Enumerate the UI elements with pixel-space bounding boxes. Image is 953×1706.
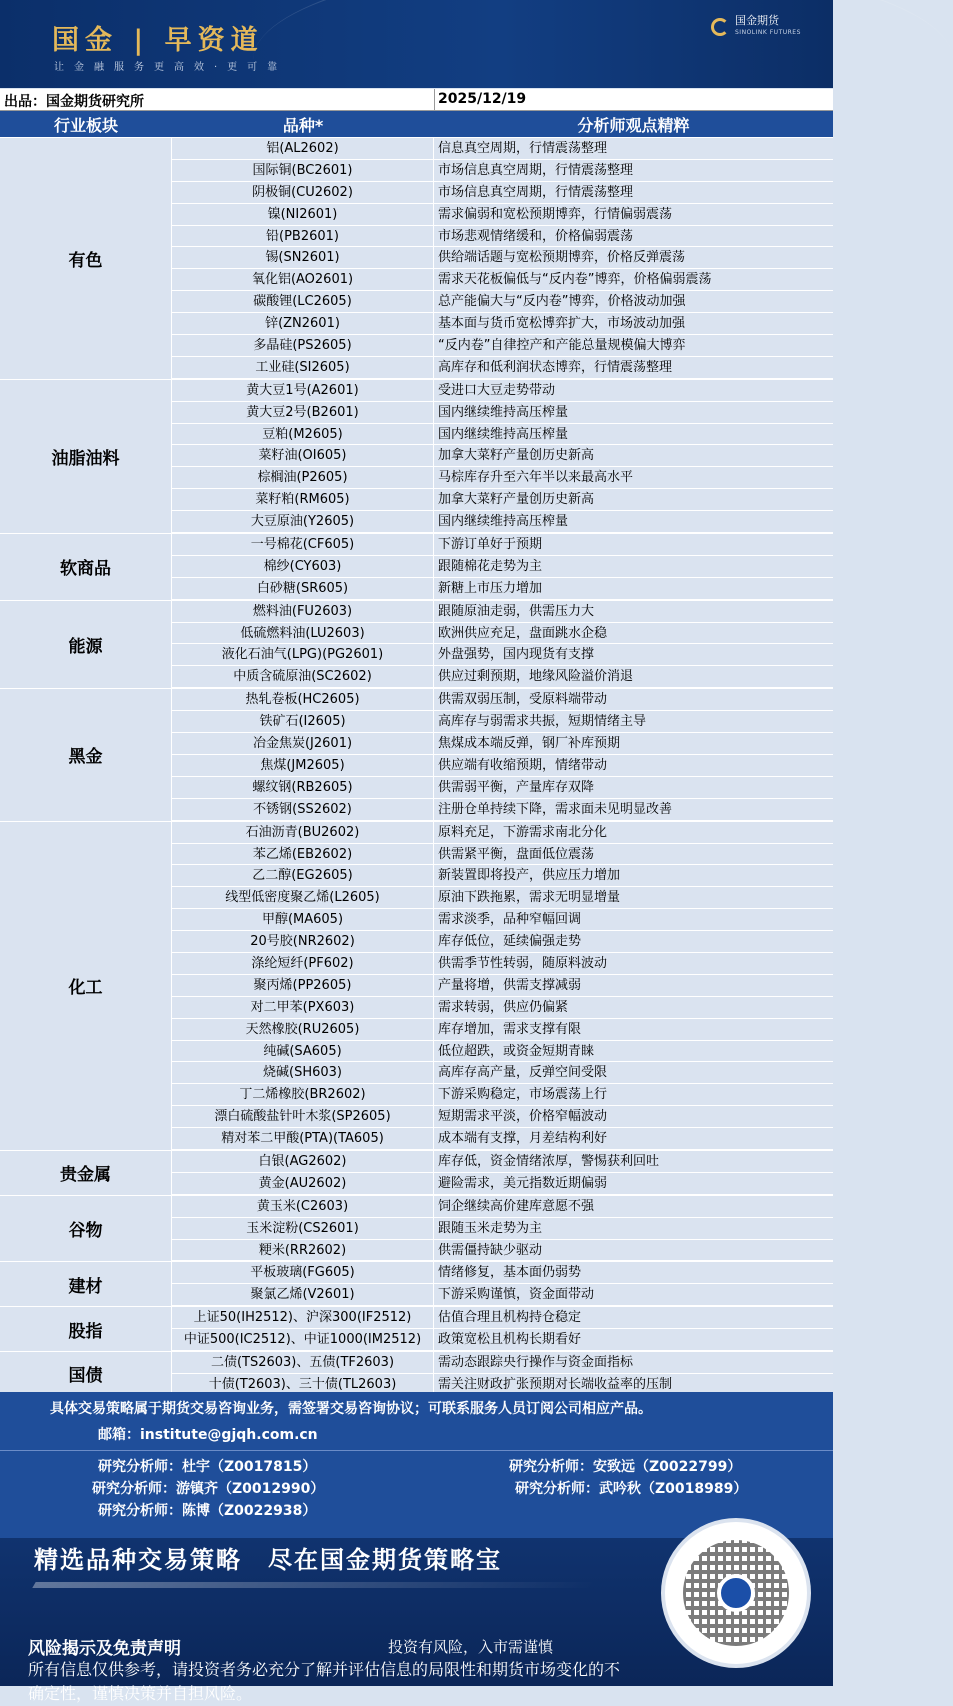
product-cell: 豆粕(M2605): [172, 424, 434, 445]
table-row: [172, 489, 833, 511]
view-cell: 饲企继续高价建库意愿不强: [434, 1196, 833, 1217]
product-cell: 二债(TS2603)、五债(TF2603): [172, 1352, 434, 1373]
product-cell: 菜籽粕(RM605): [172, 489, 434, 510]
table-row: [172, 1019, 833, 1041]
qr-code[interactable]: [661, 1518, 811, 1668]
view-cell: “反内卷”自律控产和产能总量规模偏大博弈: [434, 335, 833, 356]
product-cell: 精对苯二甲酸(PTA)(TA605): [172, 1128, 434, 1149]
product-cell: 螺纹钢(RB2605): [172, 777, 434, 798]
product-cell: 低硫燃料油(LU2603): [172, 623, 434, 644]
product-cell: 聚丙烯(PP2605): [172, 975, 434, 996]
view-cell: 成本端有支撑，月差结构利好: [434, 1128, 833, 1149]
table-row: [172, 247, 833, 269]
views-table: [0, 111, 833, 1396]
analyst-4: 研究分析师：武吟秋（Z0018989）: [515, 1481, 748, 1497]
table-row: [172, 799, 833, 821]
analyst-2: 研究分析师：安致远（Z0022799）: [509, 1459, 742, 1475]
sector-group: [0, 137, 833, 379]
product-cell: 粳米(RR2602): [172, 1240, 434, 1261]
view-cell: 下游订单好于预期: [434, 534, 833, 555]
product-cell: 黄玉米(C2603): [172, 1196, 434, 1217]
sector-name: 有色: [0, 138, 172, 379]
product-cell: 烧碱(SH603): [172, 1062, 434, 1083]
table-row: [172, 1128, 833, 1150]
header-view: 分析师观点精粹: [577, 115, 690, 135]
table-row: [172, 1352, 833, 1374]
table-row: [172, 1084, 833, 1106]
sector-group: [0, 1261, 833, 1306]
product-cell: 氧化铝(AO2601): [172, 269, 434, 290]
view-cell: 供应端有收缩预期，情绪带动: [434, 755, 833, 776]
product-cell: 上证50(IH2512)、沪深300(IF2512): [172, 1307, 434, 1328]
table-row: [172, 1262, 833, 1284]
view-cell: 国内继续维持高压榨量: [434, 424, 833, 445]
view-cell: 原料充足，下游需求南北分化: [434, 822, 833, 843]
table-row: [172, 556, 833, 578]
view-cell: 需求偏弱和宽松预期博弈，行情偏弱震荡: [434, 204, 833, 225]
product-cell: 锡(SN2601): [172, 247, 434, 268]
view-cell: 焦煤成本端反弹，钢厂补库预期: [434, 733, 833, 754]
table-row: [172, 711, 833, 733]
table-row: [172, 1173, 833, 1195]
view-cell: 库存低，资金情绪浓厚，警惕获利回吐: [434, 1151, 833, 1172]
table-body: [0, 137, 833, 1396]
sector-group: [0, 1150, 833, 1195]
table-row: [172, 1196, 833, 1218]
table-row: [172, 204, 833, 226]
view-cell: 供需双弱压制，受原料端带动: [434, 689, 833, 710]
view-cell: 政策宽松且机构长期看好: [434, 1329, 833, 1350]
table-row: [172, 1218, 833, 1240]
product-cell: 甲醇(MA605): [172, 909, 434, 930]
product-cell: 液化石油气(LPG)(PG2601): [172, 644, 434, 665]
product-cell: 工业硅(SI2605): [172, 357, 434, 378]
product-cell: 燃料油(FU2603): [172, 601, 434, 622]
table-row: [172, 644, 833, 666]
table-row: [172, 623, 833, 645]
view-cell: 短期需求平淡，价格窄幅波动: [434, 1106, 833, 1127]
view-cell: 新糖上市压力增加: [434, 578, 833, 599]
view-cell: 新装置即将投产，供应压力增加: [434, 865, 833, 886]
table-row: [172, 357, 833, 379]
product-cell: 中证500(IC2512)、中证1000(IM2512): [172, 1329, 434, 1350]
view-cell: 库存低位，延续偏强走势: [434, 931, 833, 952]
notes-panel: [0, 1392, 833, 1538]
table-row: [172, 160, 833, 182]
product-cell: 黄大豆2号(B2601): [172, 402, 434, 423]
table-row: [172, 601, 833, 623]
view-cell: 供需紧平衡，盘面低位震荡: [434, 844, 833, 865]
view-cell: 下游采购谨慎，资金面带动: [434, 1284, 833, 1305]
product-cell: 平板玻璃(FG605): [172, 1262, 434, 1283]
table-row: [172, 226, 833, 248]
product-cell: 对二甲苯(PX603): [172, 997, 434, 1018]
product-cell: 棉纱(CY603): [172, 556, 434, 577]
table-row: [172, 865, 833, 887]
table-row: [172, 380, 833, 402]
brand-separator: |: [133, 25, 150, 56]
view-cell: 需求淡季，品种窄幅回调: [434, 909, 833, 930]
product-cell: 大豆原油(Y2605): [172, 511, 434, 532]
view-cell: 避险需求，美元指数近期偏弱: [434, 1173, 833, 1194]
sector-name: 国债: [0, 1352, 172, 1396]
view-cell: 注册仓单持续下降，需求面未见明显改善: [434, 799, 833, 820]
view-cell: 需动态跟踪央行操作与资金面指标: [434, 1352, 833, 1373]
risk-title: 风险揭示及免责声明: [28, 1639, 181, 1659]
table-row: [172, 1329, 833, 1351]
info-row: [0, 89, 833, 111]
table-row: [172, 844, 833, 866]
product-cell: 焦煤(JM2605): [172, 755, 434, 776]
header-sector: 行业板块: [53, 115, 118, 135]
table-row: [172, 291, 833, 313]
table-row: [172, 1151, 833, 1173]
product-cell: 锌(ZN2601): [172, 313, 434, 334]
table-row: [172, 997, 833, 1019]
view-cell: 欧洲供应充足，盘面跳水企稳: [434, 623, 833, 644]
view-cell: 跟随原油走弱，供需压力大: [434, 601, 833, 622]
sector-name: 软商品: [0, 534, 172, 600]
view-cell: 供需季节性转弱，随原料波动: [434, 953, 833, 974]
product-cell: 纯碱(SA605): [172, 1041, 434, 1062]
table-row: [172, 534, 833, 556]
table-row: [172, 822, 833, 844]
view-cell: 高库存高产量，反弹空间受限: [434, 1062, 833, 1083]
sector-name: 贵金属: [0, 1151, 172, 1195]
product-cell: 苯乙烯(EB2602): [172, 844, 434, 865]
product-cell: 镍(NI2601): [172, 204, 434, 225]
product-cell: 铅(PB2601): [172, 226, 434, 247]
source-label: 出品：国金期货研究所: [4, 94, 144, 110]
table-row: [172, 689, 833, 711]
table-row: [172, 182, 833, 204]
table-row: [172, 931, 833, 953]
sector-name: 谷物: [0, 1196, 172, 1262]
view-cell: 信息真空周期，行情震荡整理: [434, 138, 833, 159]
sector-group: [0, 821, 833, 1150]
sector-group: [0, 1195, 833, 1262]
risk-tagline: 投资有风险，入市需谨慎: [388, 1638, 554, 1656]
table-row: [172, 1284, 833, 1306]
logo-mark-icon: [711, 18, 729, 36]
view-cell: 加拿大菜籽产量创历史新高: [434, 489, 833, 510]
view-cell: 原油下跌拖累，需求无明显增量: [434, 887, 833, 908]
table-row: [172, 909, 833, 931]
view-cell: 受进口大豆走势带动: [434, 380, 833, 401]
view-cell: 基本面与货币宽松博弈扩大，市场波动加强: [434, 313, 833, 334]
table-row: [172, 733, 833, 755]
sector-group: [0, 379, 833, 533]
product-cell: 阴极铜(CU2602): [172, 182, 434, 203]
table-row: [172, 578, 833, 600]
view-cell: 外盘强势，国内现货有支撑: [434, 644, 833, 665]
view-cell: 马棕库存升至六年半以来最高水平: [434, 467, 833, 488]
view-cell: 国内继续维持高压榨量: [434, 402, 833, 423]
table-row: [172, 777, 833, 799]
view-cell: 供给端话题与宽松预期博弈，价格反弹震荡: [434, 247, 833, 268]
product-cell: 十债(T2603)、三十债(TL2603): [172, 1374, 434, 1395]
view-cell: 下游采购稳定，市场震荡上行: [434, 1084, 833, 1105]
sector-name: 能源: [0, 601, 172, 689]
view-cell: 市场信息真空周期，行情震荡整理: [434, 160, 833, 181]
brand-right: 早资道: [164, 25, 264, 56]
product-cell: 冶金焦炭(J2601): [172, 733, 434, 754]
product-cell: 20号胶(NR2602): [172, 931, 434, 952]
sector-group: [0, 600, 833, 689]
table-row: [172, 1307, 833, 1329]
view-cell: 市场悲观情绪缓和，价格偏弱震荡: [434, 226, 833, 247]
analyst-1: 研究分析师：杜宇（Z0017815）: [98, 1459, 317, 1475]
product-cell: 铝(AL2602): [172, 138, 434, 159]
product-cell: 铁矿石(I2605): [172, 711, 434, 732]
promo-underline: [32, 1582, 595, 1588]
view-cell: 高库存与弱需求共振，短期情绪主导: [434, 711, 833, 732]
sector-name: 黑金: [0, 689, 172, 820]
product-cell: 漂白硫酸盐针叶木浆(SP2605): [172, 1106, 434, 1127]
sector-group: [0, 688, 833, 820]
product-cell: 棕榈油(P2605): [172, 467, 434, 488]
sector-name: 股指: [0, 1307, 172, 1351]
sector-group: [0, 1351, 833, 1396]
table-row: [172, 887, 833, 909]
table-row: [172, 755, 833, 777]
view-cell: 需求转弱，供应仍偏紧: [434, 997, 833, 1018]
table-row: [172, 424, 833, 446]
table-row: [172, 467, 833, 489]
product-cell: 多晶硅(PS2605): [172, 335, 434, 356]
view-cell: 跟随玉米走势为主: [434, 1218, 833, 1239]
slogan: 让金融服务更高效·更可靠: [54, 62, 288, 73]
product-cell: 黄金(AU2602): [172, 1173, 434, 1194]
report-date: 2025/12/19: [438, 91, 527, 107]
view-cell: 加拿大菜籽产量创历史新高: [434, 445, 833, 466]
view-cell: 需关注财政扩张预期对长端收益率的压制: [434, 1374, 833, 1395]
table-row: [172, 666, 833, 688]
product-cell: 中质含硫原油(SC2602): [172, 666, 434, 687]
brand-title: [52, 18, 264, 57]
view-cell: 库存增加，需求支撑有限: [434, 1019, 833, 1040]
product-cell: 一号棉花(CF605): [172, 534, 434, 555]
product-cell: 天然橡胶(RU2605): [172, 1019, 434, 1040]
logo-cn: 国金期货: [735, 14, 779, 27]
view-cell: 供应过剩预期，地缘风险溢价消退: [434, 666, 833, 687]
product-cell: 国际铜(BC2601): [172, 160, 434, 181]
table-row: [172, 1062, 833, 1084]
qr-logo-icon: [717, 1574, 755, 1612]
product-cell: 聚氯乙烯(V2601): [172, 1284, 434, 1305]
table-row: [172, 511, 833, 533]
product-cell: 丁二烯橡胶(BR2602): [172, 1084, 434, 1105]
product-cell: 不锈钢(SS2602): [172, 799, 434, 820]
product-cell: 乙二醇(EG2605): [172, 865, 434, 886]
company-logo: [711, 12, 811, 42]
product-cell: 白银(AG2602): [172, 1151, 434, 1172]
view-cell: 国内继续维持高压榨量: [434, 511, 833, 532]
table-row: [172, 1106, 833, 1128]
view-cell: 供需僵持缺少驱动: [434, 1240, 833, 1261]
product-cell: 石油沥青(BU2602): [172, 822, 434, 843]
table-row: [172, 975, 833, 997]
brand-left: 国金: [52, 25, 118, 56]
promo-title: 精选品种交易策略 尽在国金期货策略宝: [34, 1546, 502, 1574]
table-header: [0, 111, 833, 137]
view-cell: 估值合理且机构持仓稳定: [434, 1307, 833, 1328]
header-banner: [0, 0, 833, 88]
header-product: 品种*: [282, 115, 324, 135]
view-cell: 情绪修复，基本面仍弱势: [434, 1262, 833, 1283]
table-row: [172, 953, 833, 975]
product-cell: 线型低密度聚乙烯(L2605): [172, 887, 434, 908]
sector-name: 建材: [0, 1262, 172, 1306]
product-cell: 黄大豆1号(A2601): [172, 380, 434, 401]
view-cell: 跟随棉花走势为主: [434, 556, 833, 577]
sector-group: [0, 1306, 833, 1351]
table-row: [172, 1240, 833, 1262]
table-row: [172, 313, 833, 335]
product-cell: 热轧卷板(HC2605): [172, 689, 434, 710]
view-cell: 需求天花板偏低与“反内卷”博弈，价格偏弱震荡: [434, 269, 833, 290]
risk-text: 所有信息仅供参考，请投资者务必充分了解并评估信息的局限性和期货市场变化的不确定性，谨慎决策并自担风险。: [28, 1660, 621, 1703]
contact-email: 邮箱：institute@gjqh.com.cn: [98, 1427, 318, 1443]
view-cell: 供需弱平衡，产量库存双降: [434, 777, 833, 798]
view-cell: 低位超跌，或资金短期青睐: [434, 1041, 833, 1062]
analyst-5: 研究分析师：陈博（Z0022938）: [98, 1503, 317, 1519]
product-cell: 白砂糖(SR605): [172, 578, 434, 599]
analyst-3: 研究分析师：游镇齐（Z0012990）: [92, 1481, 325, 1497]
sector-name: 油脂油料: [0, 380, 172, 533]
view-cell: 产量将增，供需支撑减弱: [434, 975, 833, 996]
view-cell: 高库存和低利润状态博弈，行情震荡整理: [434, 357, 833, 378]
product-cell: 碳酸锂(LC2605): [172, 291, 434, 312]
view-cell: 总产能偏大与“反内卷”博弈，价格波动加强: [434, 291, 833, 312]
product-cell: 玉米淀粉(CS2601): [172, 1218, 434, 1239]
view-cell: 市场信息真空周期，行情震荡整理: [434, 182, 833, 203]
product-cell: 菜籽油(OI605): [172, 445, 434, 466]
product-cell: 涤纶短纤(PF602): [172, 953, 434, 974]
promo-banner: [0, 1538, 833, 1703]
sector-name: 化工: [0, 822, 172, 1150]
table-row: [172, 138, 833, 160]
table-row: [172, 269, 833, 291]
service-disclaimer: 具体交易策略属于期货交易咨询业务，需签署交易咨询协议；可联系服务人员订阅公司相应产品。: [50, 1401, 652, 1417]
table-row: [172, 445, 833, 467]
table-row: [172, 1041, 833, 1063]
logo-en: SINOLINK FUTURES: [735, 29, 801, 36]
sector-group: [0, 533, 833, 600]
table-row: [172, 402, 833, 424]
table-row: [172, 335, 833, 357]
